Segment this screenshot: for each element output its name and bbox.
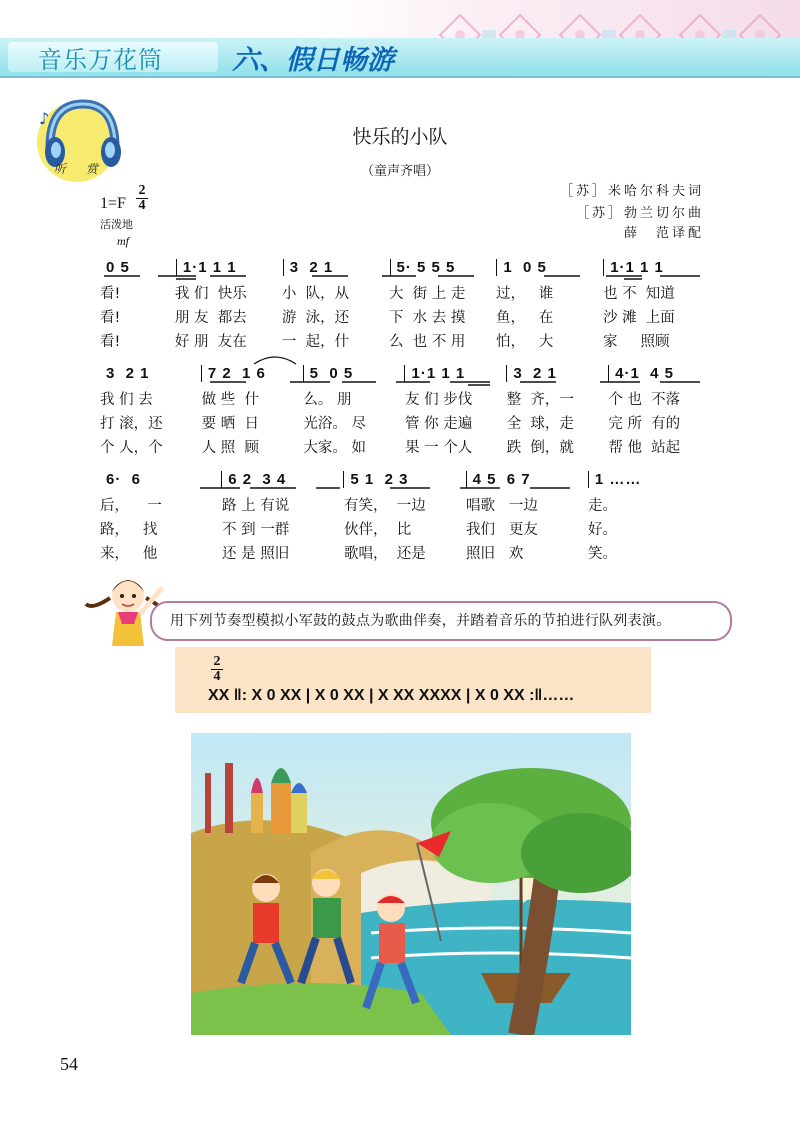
- page-number: 54: [60, 1054, 78, 1074]
- measure: 3 2 1: [106, 364, 150, 382]
- measure: 1·1 1 1: [603, 259, 710, 276]
- composer-credit: ［苏］勃兰切尔曲: [575, 206, 704, 221]
- lyric: 照旧 欢: [466, 545, 524, 562]
- rhythm-time-signature: [211, 655, 223, 684]
- measure: 3 2 1: [283, 259, 390, 276]
- lyric: 唱歌 一边: [466, 497, 538, 514]
- lyric: 走。: [588, 497, 617, 514]
- lyric: 伙伴， 比: [344, 521, 412, 538]
- lyric: 下 水 去 摸: [388, 309, 466, 326]
- rhythm-pattern: XX ‖: X 0 XX | X 0 XX | X XX XXXX | X 0 XX :‖……: [208, 687, 575, 704]
- lyric: 个 也 不落: [608, 391, 681, 408]
- lyric: 笑。: [588, 545, 617, 562]
- chapter-title: 六、假日畅游: [232, 45, 394, 76]
- translator-credit: 薛 范译配: [623, 226, 704, 241]
- lyric-row: [100, 516, 710, 540]
- lyric: 一 起，什: [281, 333, 350, 350]
- lyric: 游 泳，还: [281, 309, 350, 326]
- measure: 1·1 1 1: [176, 259, 283, 276]
- svg-text:♪: ♪: [39, 109, 50, 128]
- song-title: 快乐的小队: [352, 126, 448, 148]
- lyric: 沙 滩 上面: [602, 309, 675, 326]
- lyricist-credit: ［苏］米哈尔科夫词: [559, 184, 704, 199]
- lyric: 友 们 步伐: [405, 391, 473, 408]
- measure: 1 0 5: [496, 259, 603, 276]
- measure: 6 2 3 4: [221, 471, 343, 488]
- lyric: 不 到 一群: [222, 521, 290, 538]
- lyric: 有笑， 一边: [344, 497, 426, 514]
- lyric: 整 齐，一: [506, 391, 574, 408]
- lyric-row: [100, 540, 710, 564]
- measure: 6· 6: [106, 470, 142, 488]
- lyric: 我 们 去: [100, 391, 153, 408]
- tempo-marking: 活泼地: [100, 218, 133, 231]
- lyric: 路 上 有说: [222, 497, 290, 514]
- song-subtitle: （童声齐唱）: [360, 164, 439, 179]
- lyric: 要 晒 日: [201, 415, 259, 432]
- lyric: 个 人，个: [100, 439, 163, 456]
- lyric: 还 是 照旧: [222, 545, 290, 562]
- lyric: 果 一 个人: [405, 439, 473, 456]
- lyric: 路， 找: [100, 521, 158, 538]
- activity-instruction: 用下列节奏型模拟小军鼓的鼓点为歌曲伴奏，并踏着音乐的节拍进行队列表演。: [170, 613, 671, 629]
- lyric: 朋 友 都去: [174, 309, 247, 326]
- lyric: 光浴。 尽: [303, 415, 366, 432]
- measure: 4 5 6 7: [466, 471, 588, 488]
- measure: 0 5: [106, 258, 130, 276]
- lyric: 怕， 大: [495, 333, 554, 350]
- lyric: 过， 谁: [495, 285, 554, 302]
- lyric: 我们 更友: [466, 521, 538, 538]
- lyric: 大家。 如: [303, 439, 366, 456]
- children-marching-scene: [191, 733, 631, 1035]
- lyric: 后， 一: [100, 497, 162, 514]
- lyric: 大 街 上 走: [388, 285, 466, 302]
- lyric: 来， 他: [100, 545, 158, 562]
- listening-label: 听 赏: [54, 162, 106, 176]
- lyric: 管 你 走遍: [405, 415, 473, 432]
- lyric: 看!: [100, 333, 121, 350]
- lyric: 全 球，走: [506, 415, 574, 432]
- measure: 1·1 1 1: [404, 365, 506, 382]
- lyric: 好。: [588, 521, 617, 538]
- lyric: 么。 朋: [303, 391, 352, 408]
- key-signature: 1=F: [100, 195, 126, 212]
- lyric: 打 滚，还: [100, 415, 163, 432]
- measure: 7 2 1 6: [201, 365, 303, 382]
- lyric: 家 照顾: [602, 333, 670, 350]
- lyric: 好 朋 友在: [174, 333, 247, 350]
- measure: 3 2 1: [506, 365, 608, 382]
- lyric: 歌唱， 还是: [344, 545, 426, 562]
- lyric: 小 队，从: [281, 285, 350, 302]
- time-bottom: 4: [138, 198, 146, 213]
- measure: 5· 5 5 5: [390, 259, 497, 276]
- lyric: 完 所 有的: [608, 415, 681, 432]
- lyric: 看!: [100, 285, 121, 302]
- section-name: 音乐万花筒: [38, 46, 163, 74]
- lyric: 帮 他 站起: [608, 439, 681, 456]
- lyric-row: [100, 492, 710, 516]
- lyric: 么 也 不 用: [388, 333, 466, 350]
- lyric: 做 些 什: [201, 391, 259, 408]
- lyric: 鱼， 在: [495, 309, 554, 326]
- lyric: 我 们 快乐: [174, 285, 247, 302]
- dynamic-marking: mf: [117, 234, 129, 248]
- rhythm-time-top: 2: [213, 654, 221, 669]
- time-signature: [136, 184, 148, 213]
- rhythm-time-bottom: 4: [213, 669, 221, 684]
- measure: 5 0 5: [303, 365, 405, 382]
- measure: 1 ……: [588, 471, 710, 488]
- lyric: 跌 倒，就: [506, 439, 574, 456]
- lyric: 人 照 顾: [201, 439, 259, 456]
- measure: 5 1 2 3: [343, 471, 465, 488]
- lyric: 也 不 知道: [602, 285, 675, 302]
- note-beams: [100, 254, 710, 494]
- measure: 4·1 4 5: [608, 365, 710, 382]
- lyric: 看!: [100, 309, 121, 326]
- time-top: 2: [138, 183, 146, 198]
